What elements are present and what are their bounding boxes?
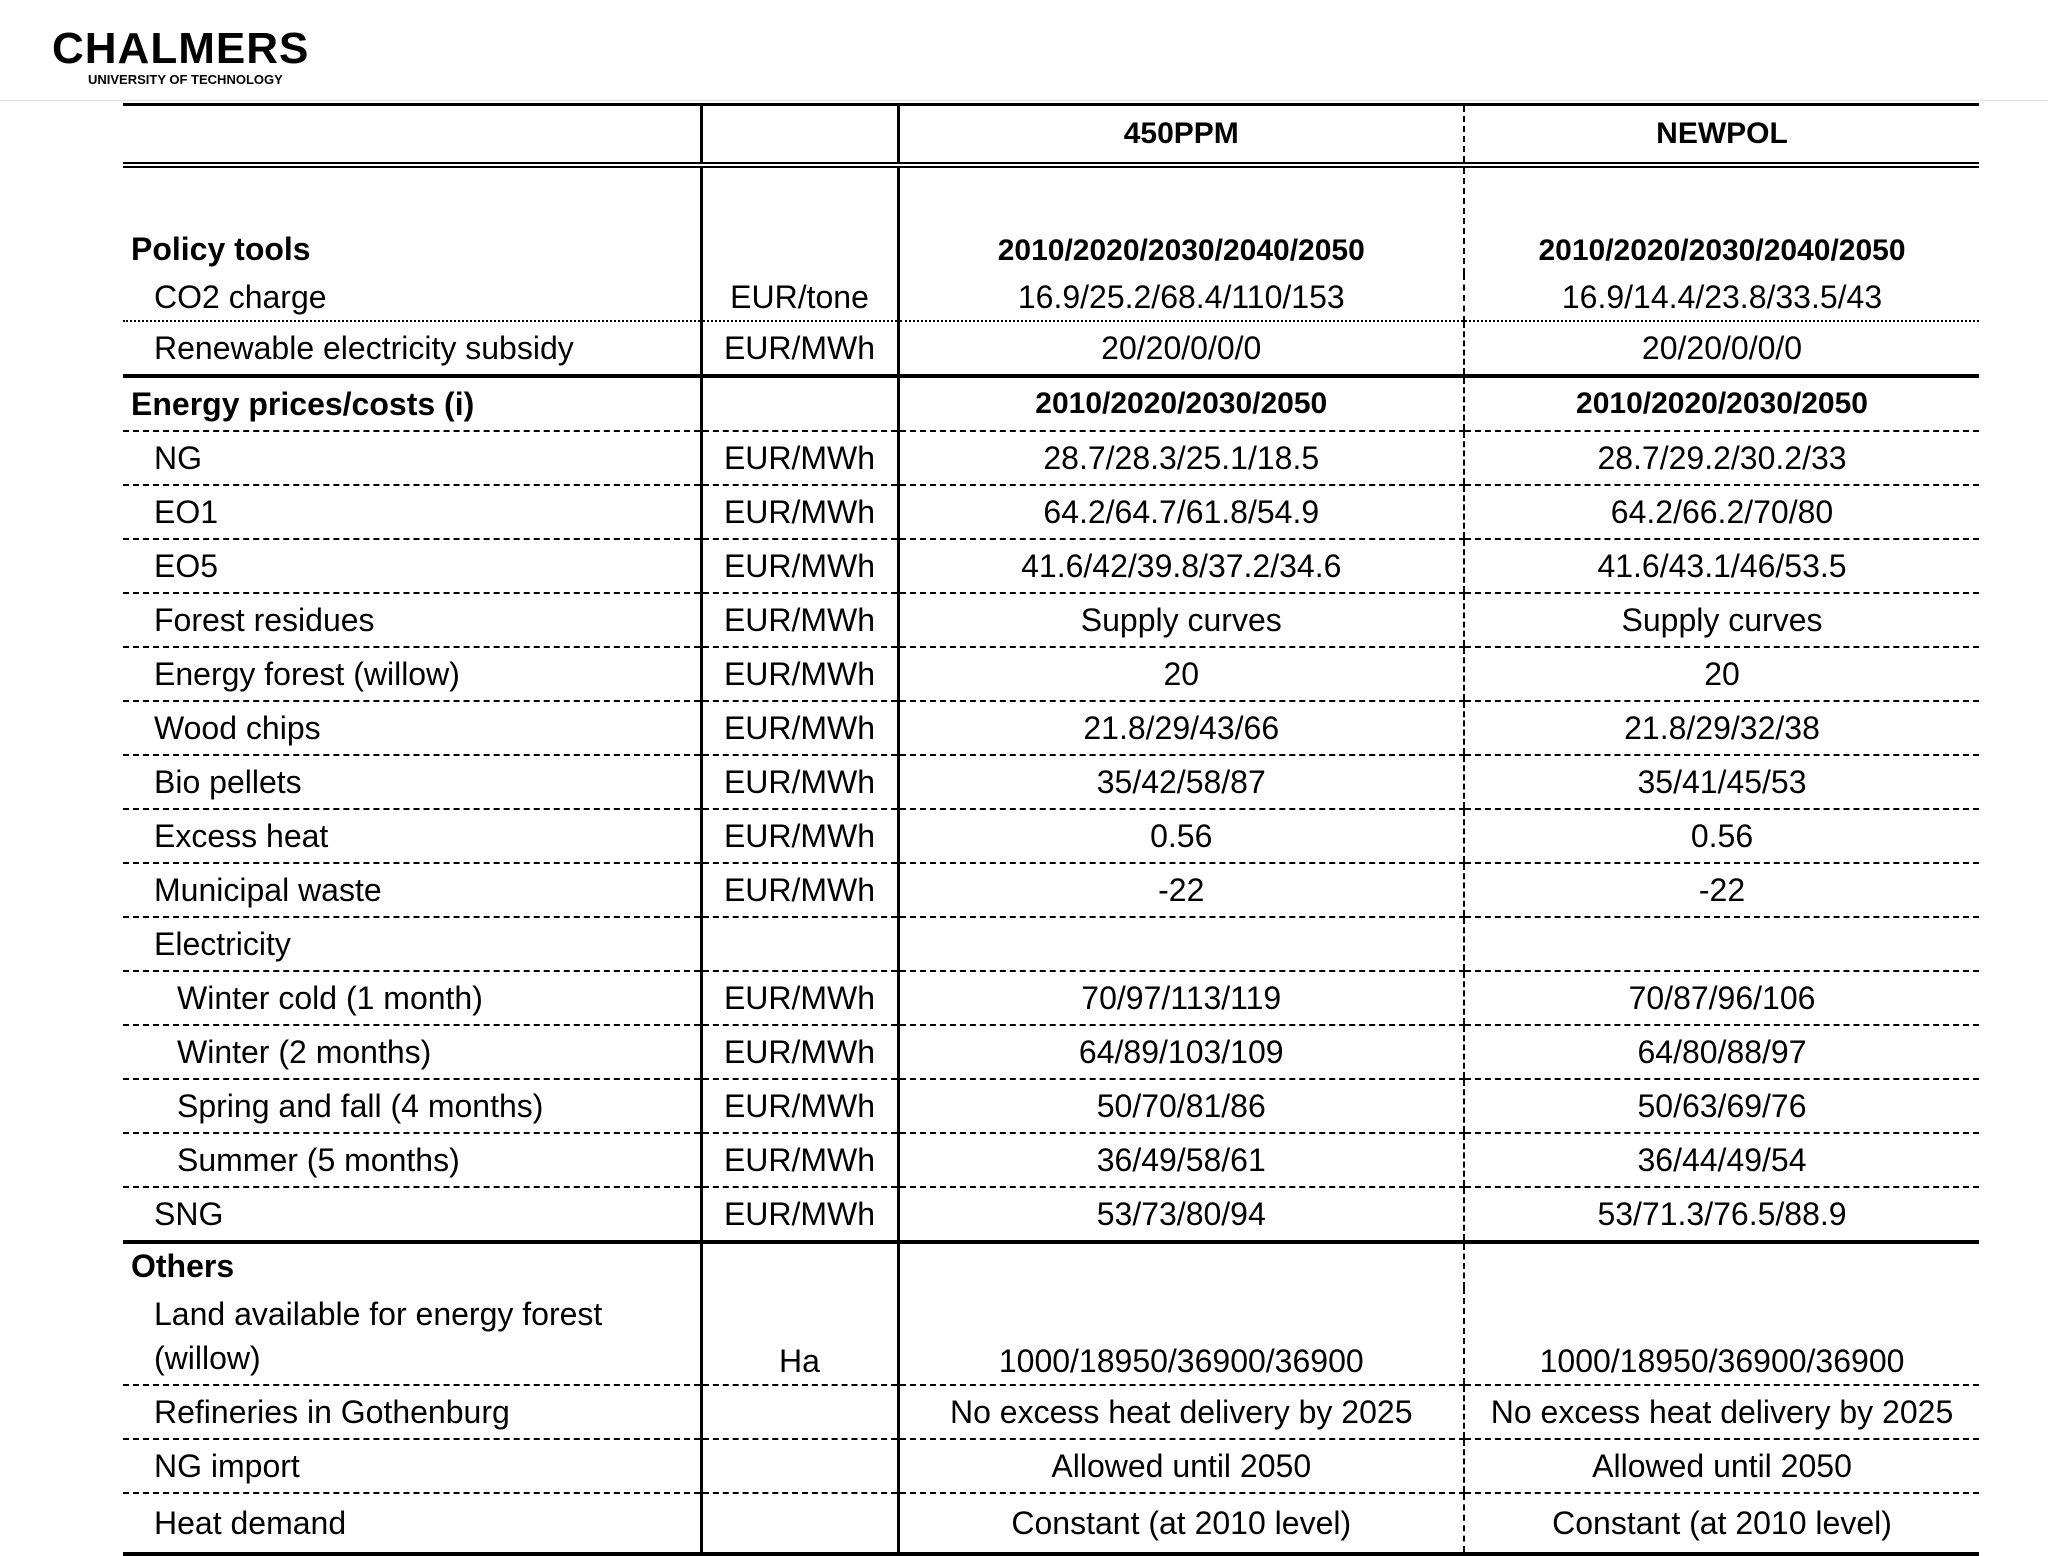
row-label: EO1	[123, 485, 701, 539]
row-unit: EUR/MWh	[701, 809, 898, 863]
row-value-450ppm: 36/49/58/61	[898, 1133, 1464, 1187]
row-value-450ppm: 16.9/25.2/68.4/110/153	[898, 274, 1464, 321]
row-label: SNG	[123, 1187, 701, 1242]
row-label: Spring and fall (4 months)	[123, 1079, 701, 1133]
row-label: Heat demand	[123, 1493, 701, 1554]
section-title-row	[123, 376, 1979, 431]
row-label: NG	[123, 431, 701, 485]
row-label: Refineries in Gothenburg	[123, 1385, 701, 1439]
row-value-newpol: 64/80/88/97	[1464, 1025, 1979, 1079]
row-label: NG import	[123, 1439, 701, 1493]
row-unit: EUR/MWh	[701, 593, 898, 647]
table-row	[123, 971, 1979, 1025]
section-title: Energy prices/costs (i)	[123, 376, 701, 431]
row-unit	[701, 1439, 898, 1493]
row-label: Land available for energy forest (willow)	[123, 1288, 701, 1385]
row-value-newpol: 20/20/0/0/0	[1464, 321, 1979, 376]
row-unit: EUR/MWh	[701, 1133, 898, 1187]
table-row	[123, 1493, 1979, 1554]
table-row	[123, 1385, 1979, 1439]
table-row	[123, 321, 1979, 376]
row-value-newpol: 53/71.3/76.5/88.9	[1464, 1187, 1979, 1242]
row-unit: Ha	[701, 1288, 898, 1385]
row-value-450ppm: 0.56	[898, 809, 1464, 863]
table-header-row	[123, 105, 1979, 166]
row-value-450ppm	[898, 917, 1464, 971]
section-years-newpol: 2010/2020/2030/2040/2050	[1464, 165, 1979, 274]
row-value-newpol	[1464, 917, 1979, 971]
row-value-450ppm: 20/20/0/0/0	[898, 321, 1464, 376]
row-value-450ppm: No excess heat delivery by 2025	[898, 1385, 1464, 1439]
section-unit	[701, 165, 898, 274]
row-value-newpol: Constant (at 2010 level)	[1464, 1493, 1979, 1554]
row-value-450ppm: 1000/18950/36900/36900	[898, 1288, 1464, 1385]
header-450ppm: 450PPM	[898, 105, 1464, 166]
row-value-450ppm: Allowed until 2050	[898, 1439, 1464, 1493]
row-label: Winter (2 months)	[123, 1025, 701, 1079]
row-unit: EUR/MWh	[701, 539, 898, 593]
row-unit: EUR/MWh	[701, 755, 898, 809]
row-unit: EUR/MWh	[701, 321, 898, 376]
section-unit	[701, 1242, 898, 1288]
row-value-newpol: 20	[1464, 647, 1979, 701]
section-years-450ppm	[898, 1242, 1464, 1288]
row-value-450ppm: Constant (at 2010 level)	[898, 1493, 1464, 1554]
section-title-row	[123, 165, 1979, 274]
row-value-newpol: No excess heat delivery by 2025	[1464, 1385, 1979, 1439]
row-unit: EUR/MWh	[701, 485, 898, 539]
row-unit: EUR/MWh	[701, 863, 898, 917]
row-value-newpol: Allowed until 2050	[1464, 1439, 1979, 1493]
table-row	[123, 593, 1979, 647]
row-value-newpol: 64.2/66.2/70/80	[1464, 485, 1979, 539]
row-label: Electricity	[123, 917, 701, 971]
row-value-450ppm: 35/42/58/87	[898, 755, 1464, 809]
row-value-newpol: -22	[1464, 863, 1979, 917]
row-value-450ppm: 50/70/81/86	[898, 1079, 1464, 1133]
row-unit: EUR/MWh	[701, 701, 898, 755]
row-value-450ppm: 21.8/29/43/66	[898, 701, 1464, 755]
row-unit: EUR/MWh	[701, 1187, 898, 1242]
row-value-newpol: Supply curves	[1464, 593, 1979, 647]
row-label: CO2 charge	[123, 274, 701, 321]
table-row	[123, 1025, 1979, 1079]
row-value-450ppm: 64.2/64.7/61.8/54.9	[898, 485, 1464, 539]
row-unit: EUR/MWh	[701, 971, 898, 1025]
row-value-450ppm: 20	[898, 647, 1464, 701]
logo-subtitle: UNIVERSITY OF TECHNOLOGY	[88, 72, 283, 87]
header-newpol: NEWPOL	[1464, 105, 1979, 166]
row-label: EO5	[123, 539, 701, 593]
row-label: Winter cold (1 month)	[123, 971, 701, 1025]
table-row	[123, 1439, 1979, 1493]
row-value-newpol: 21.8/29/32/38	[1464, 701, 1979, 755]
scenario-assumptions-table	[123, 103, 1979, 1556]
row-value-newpol: 41.6/43.1/46/53.5	[1464, 539, 1979, 593]
row-value-450ppm: 64/89/103/109	[898, 1025, 1464, 1079]
row-value-newpol: 0.56	[1464, 809, 1979, 863]
row-value-newpol: 35/41/45/53	[1464, 755, 1979, 809]
row-label: Municipal waste	[123, 863, 701, 917]
section-years-newpol: 2010/2020/2030/2050	[1464, 376, 1979, 431]
table-row	[123, 647, 1979, 701]
row-value-450ppm: 28.7/28.3/25.1/18.5	[898, 431, 1464, 485]
row-label: Bio pellets	[123, 755, 701, 809]
section-title: Policy tools	[131, 231, 311, 267]
row-value-450ppm: 70/97/113/119	[898, 971, 1464, 1025]
table-row	[123, 755, 1979, 809]
table-row	[123, 863, 1979, 917]
row-unit	[701, 917, 898, 971]
section-years-450ppm: 2010/2020/2030/2050	[898, 376, 1464, 431]
logo-name: CHALMERS	[52, 24, 310, 73]
table-row	[123, 809, 1979, 863]
table-row	[123, 1079, 1979, 1133]
row-value-450ppm: Supply curves	[898, 593, 1464, 647]
row-value-450ppm: -22	[898, 863, 1464, 917]
header-unit-cell	[701, 105, 898, 166]
header-divider	[0, 100, 2048, 101]
header-label-cell	[123, 105, 701, 166]
row-value-newpol: 28.7/29.2/30.2/33	[1464, 431, 1979, 485]
row-label: Excess heat	[123, 809, 701, 863]
row-unit: EUR/tone	[701, 274, 898, 321]
row-unit: EUR/MWh	[701, 1079, 898, 1133]
row-label: Wood chips	[123, 701, 701, 755]
row-unit: EUR/MWh	[701, 1025, 898, 1079]
section-unit	[701, 376, 898, 431]
row-unit: EUR/MWh	[701, 431, 898, 485]
section-title-row	[123, 1242, 1979, 1288]
table-row	[123, 917, 1979, 971]
row-label: Renewable electricity subsidy	[123, 321, 701, 376]
row-unit	[701, 1493, 898, 1554]
table-row	[123, 431, 1979, 485]
row-unit: EUR/MWh	[701, 647, 898, 701]
table-row	[123, 485, 1979, 539]
row-value-newpol: 16.9/14.4/23.8/33.5/43	[1464, 274, 1979, 321]
section-years-450ppm: 2010/2020/2030/2040/2050	[898, 165, 1464, 274]
section-years-newpol	[1464, 1242, 1979, 1288]
row-value-450ppm: 41.6/42/39.8/37.2/34.6	[898, 539, 1464, 593]
row-value-newpol: 50/63/69/76	[1464, 1079, 1979, 1133]
chalmers-logo	[52, 26, 309, 87]
table-row	[123, 274, 1979, 321]
table-row	[123, 539, 1979, 593]
row-unit	[701, 1385, 898, 1439]
row-label: Forest residues	[123, 593, 701, 647]
row-value-newpol: 70/87/96/106	[1464, 971, 1979, 1025]
row-value-450ppm: 53/73/80/94	[898, 1187, 1464, 1242]
row-label: Summer (5 months)	[123, 1133, 701, 1187]
table-row	[123, 701, 1979, 755]
table-body	[123, 105, 1979, 1555]
table-row	[123, 1288, 1979, 1385]
table-row	[123, 1133, 1979, 1187]
row-value-newpol: 1000/18950/36900/36900	[1464, 1288, 1979, 1385]
table-row	[123, 1187, 1979, 1242]
row-label: Energy forest (willow)	[123, 647, 701, 701]
row-value-newpol: 36/44/49/54	[1464, 1133, 1979, 1187]
section-title: Others	[123, 1242, 701, 1288]
